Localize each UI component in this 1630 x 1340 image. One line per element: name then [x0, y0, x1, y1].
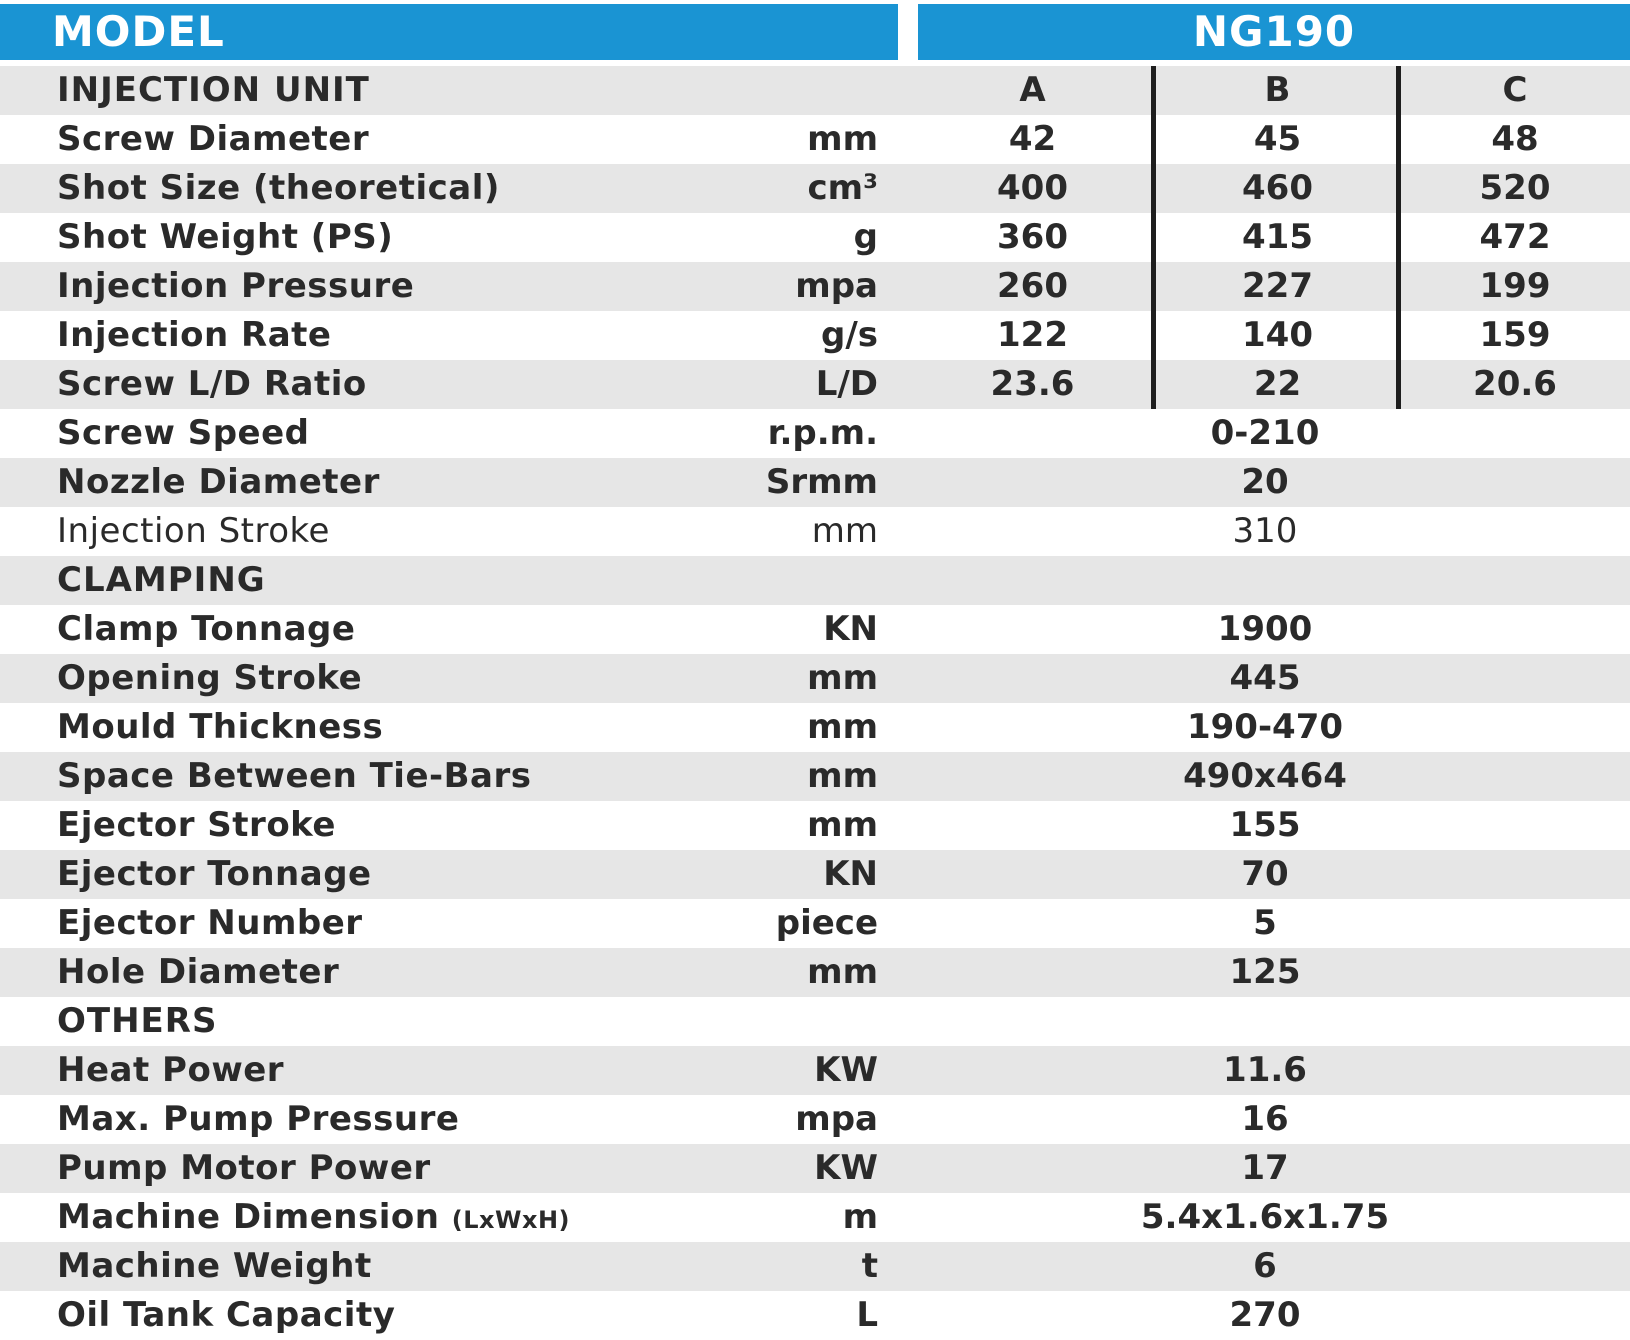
value-b: 22 [1253, 364, 1302, 404]
row-label: Heat Power [57, 1050, 285, 1090]
row-label: Opening Stroke [57, 658, 363, 698]
value-c: 20.6 [1473, 364, 1557, 404]
value-c: 199 [1479, 266, 1551, 306]
table-row [0, 654, 1630, 703]
row-label: Shot Weight (PS) [57, 217, 394, 257]
row-label: Machine Weight [57, 1246, 372, 1286]
value-c: 520 [1479, 168, 1551, 208]
table-row [0, 311, 1630, 360]
row-value: 5.4x1.6x1.75 [1140, 1197, 1390, 1237]
row-label: Ejector Tonnage [57, 854, 372, 894]
row-unit: mm [807, 805, 878, 845]
row-unit: r.p.m. [767, 413, 878, 453]
row-unit: KN [823, 609, 878, 649]
row-value: 445 [1229, 658, 1301, 698]
section-title: INJECTION UNIT [57, 70, 370, 110]
value-c: 472 [1479, 217, 1551, 257]
row-value: 11.6 [1223, 1050, 1307, 1090]
value-b: 45 [1253, 119, 1302, 159]
value-a: 260 [997, 266, 1068, 306]
row-unit: mm [807, 658, 878, 698]
row-label: Pump Motor Power [57, 1148, 431, 1188]
value-b: 140 [1242, 315, 1313, 355]
table-row [0, 899, 1630, 948]
variant-c-header: C [1502, 70, 1528, 110]
column-divider [1151, 66, 1156, 409]
table-row [0, 801, 1630, 850]
row-value: 125 [1229, 952, 1301, 992]
row-unit: Srmm [765, 462, 878, 502]
table-row [0, 752, 1630, 801]
variant-a-header: A [1019, 70, 1046, 110]
table-row [0, 1193, 1630, 1242]
table-row [0, 409, 1630, 458]
row-unit: g/s [821, 315, 878, 355]
row-unit: KW [814, 1148, 878, 1188]
row-value: 70 [1241, 854, 1289, 894]
row-label: Clamp Tonnage [57, 609, 356, 649]
row-label: Ejector Number [57, 903, 363, 943]
row-unit: mm [807, 119, 878, 159]
row-label: Space Between Tie-Bars [57, 756, 532, 796]
row-unit: g [853, 217, 878, 257]
value-c: 48 [1491, 119, 1539, 159]
row-label: Injection Pressure [57, 266, 415, 306]
table-row [0, 605, 1630, 654]
row-value: 270 [1229, 1295, 1301, 1335]
table-row [0, 164, 1630, 213]
table-row [0, 115, 1630, 164]
row-unit: L/D [815, 364, 878, 404]
row-unit: mpa [795, 1099, 878, 1139]
row-label: Machine Dimension [57, 1197, 440, 1237]
section-title: OTHERS [57, 1001, 218, 1041]
row-value: 310 [1232, 511, 1298, 551]
row-label: Injection Stroke [57, 511, 330, 551]
row-unit: m [842, 1197, 878, 1237]
row-label-suffix: (LxWxH) [451, 1206, 571, 1234]
row-value: 0-210 [1210, 413, 1320, 453]
row-label: Shot Size (theoretical) [57, 168, 500, 208]
model-header [0, 4, 898, 60]
row-label-group [57, 1193, 570, 1245]
row-unit: mpa [795, 266, 878, 306]
table-row [0, 850, 1630, 899]
table-row [0, 213, 1630, 262]
value-c: 159 [1479, 315, 1551, 355]
others-section [0, 997, 1630, 1046]
table-row [0, 1291, 1630, 1340]
row-value: 190-470 [1186, 707, 1344, 747]
row-unit: mm [807, 952, 878, 992]
row-value: 16 [1241, 1099, 1289, 1139]
table-row [0, 1095, 1630, 1144]
row-unit: mm [807, 756, 878, 796]
row-value: 155 [1229, 805, 1301, 845]
row-label: Screw Diameter [57, 119, 370, 159]
table-row [0, 458, 1630, 507]
value-a: 400 [997, 168, 1068, 208]
table-row [0, 1046, 1630, 1095]
row-label: Oil Tank Capacity [57, 1295, 396, 1335]
value-b: 415 [1242, 217, 1313, 257]
table-row [0, 1144, 1630, 1193]
value-b: 227 [1242, 266, 1313, 306]
row-unit: mm [807, 707, 878, 747]
row-unit: t [861, 1246, 878, 1286]
injection-unit-section [0, 66, 1630, 115]
row-value: 6 [1253, 1246, 1277, 1286]
row-label: Mould Thickness [57, 707, 384, 747]
table-row [0, 703, 1630, 752]
value-b: 460 [1242, 168, 1313, 208]
model-name-header: NG190 [918, 4, 1630, 60]
row-unit: L [856, 1295, 878, 1335]
clamping-section [0, 556, 1630, 605]
table-row [0, 262, 1630, 311]
row-unit: KN [823, 854, 878, 894]
table-row [0, 1242, 1630, 1291]
value-a: 360 [997, 217, 1068, 257]
row-value: 1900 [1217, 609, 1313, 649]
row-label: Nozzle Diameter [57, 462, 380, 502]
row-label: Ejector Stroke [57, 805, 336, 845]
model-header-label: MODEL [52, 7, 225, 56]
table-row [0, 507, 1630, 556]
row-label: Hole Diameter [57, 952, 340, 992]
row-label: Max. Pump Pressure [57, 1099, 460, 1139]
row-unit: piece [775, 903, 878, 943]
row-unit: mm [811, 511, 878, 551]
table-row [0, 948, 1630, 997]
row-label: Screw Speed [57, 413, 310, 453]
table-row [0, 360, 1630, 409]
row-value: 490x464 [1183, 756, 1347, 796]
column-divider [1396, 66, 1401, 409]
section-title: CLAMPING [57, 560, 266, 600]
value-a: 23.6 [990, 364, 1075, 404]
value-a: 42 [1008, 119, 1057, 159]
value-a: 122 [997, 315, 1068, 355]
variant-b-header: B [1264, 70, 1291, 110]
row-unit: cm³ [807, 168, 878, 208]
row-label: Injection Rate [57, 315, 332, 355]
row-value: 17 [1241, 1148, 1289, 1188]
row-value: 5 [1253, 903, 1277, 943]
row-value: 20 [1241, 462, 1289, 502]
row-label: Screw L/D Ratio [57, 364, 367, 404]
row-unit: KW [814, 1050, 878, 1090]
